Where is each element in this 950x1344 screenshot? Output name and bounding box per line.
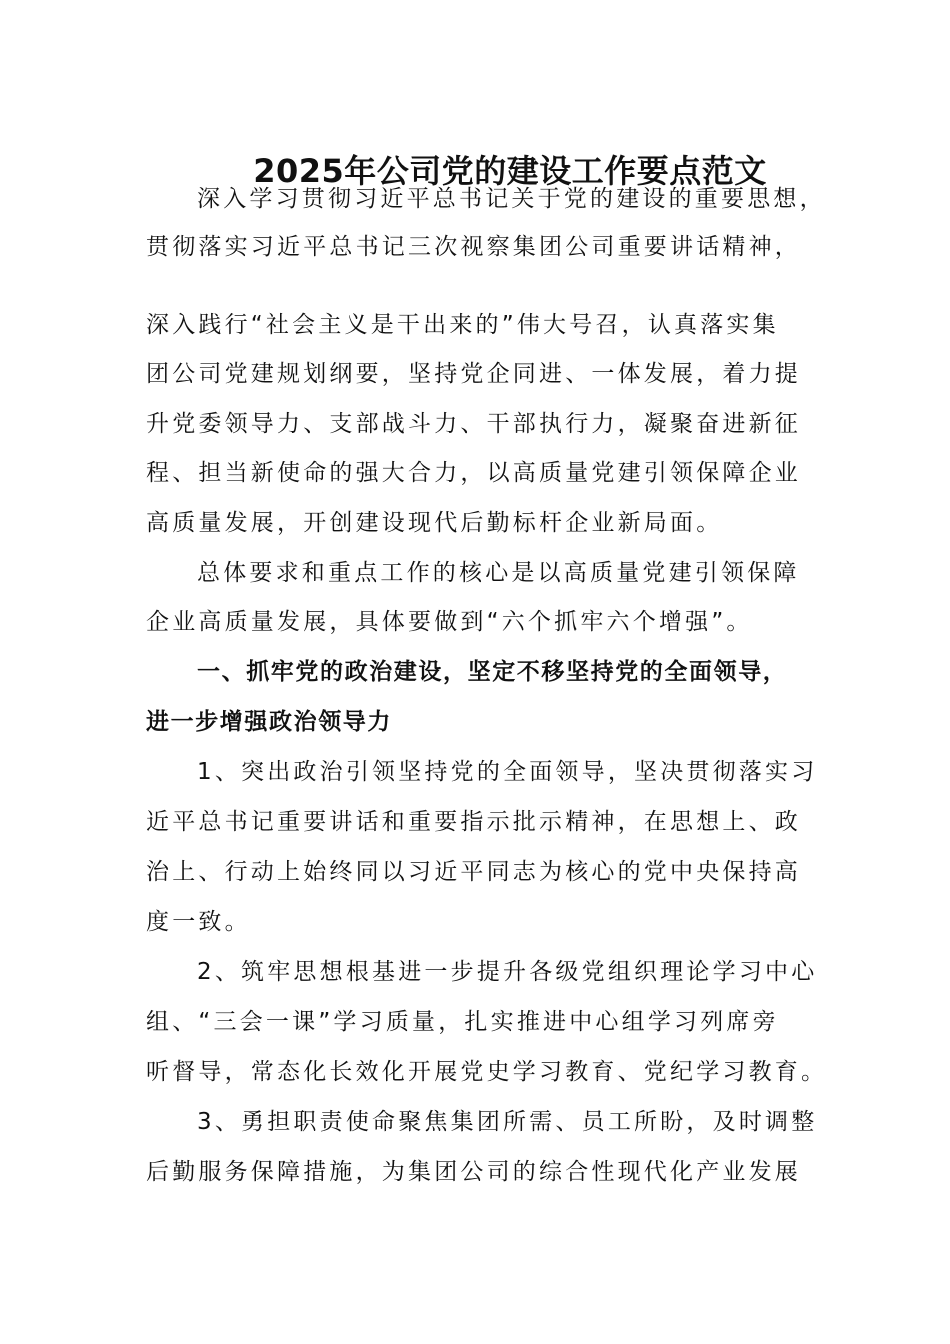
para2-line-1: 总体要求和重点工作的核心是以高质量党建引领保障 bbox=[197, 560, 800, 586]
para1-line-2: 贯彻落实习近平总书记三次视察集团公司重要讲话精神， bbox=[146, 234, 801, 260]
para2-line-2: 企业高质量发展，具体要做到“六个抓牢六个增强”。 bbox=[146, 609, 753, 635]
heading1-line-1: 一、抓牢党的政治建设，坚定不移坚持党的全面领导， bbox=[197, 659, 788, 685]
para1-line-3: 深入践行“社会主义是干出来的”伟大号召，认真落实集 bbox=[146, 312, 779, 338]
document-title: 2025年公司党的建设工作要点范文 bbox=[253, 152, 767, 190]
item1-line-2: 近平总书记重要讲话和重要指示批示精神，在思想上、政 bbox=[146, 809, 801, 835]
para1-line-5: 升党委领导力、支部战斗力、干部执行力，凝聚奋进新征 bbox=[146, 411, 801, 437]
item1-line-1: 1、突出政治引领坚持党的全面领导，坚决贯彻落实习 bbox=[197, 759, 818, 785]
para1-line-4: 团公司党建规划纲要，坚持党企同进、一体发展，着力提 bbox=[146, 361, 801, 387]
item3-line-2: 后勤服务保障措施，为集团公司的综合性现代化产业发展 bbox=[146, 1159, 801, 1185]
item1-line-3: 治上、行动上始终同以习近平同志为核心的党中央保持高 bbox=[146, 859, 801, 885]
item2-line-1: 2、筑牢思想根基进一步提升各级党组织理论学习中心 bbox=[197, 959, 818, 985]
item1-line-4: 度一致。 bbox=[146, 909, 251, 935]
item3-line-1: 3、勇担职责使命聚焦集团所需、员工所盼，及时调整 bbox=[197, 1109, 818, 1135]
heading1-line-2: 进一步增强政治领导力 bbox=[146, 709, 392, 735]
para1-line-7: 高质量发展，开创建设现代后勤标杆企业新局面。 bbox=[146, 510, 723, 536]
para1-line-6: 程、担当新使命的强大合力，以高质量党建引领保障企业 bbox=[146, 460, 801, 486]
item2-line-3: 听督导，常态化长效化开展党史学习教育、党纪学习教育。 bbox=[146, 1059, 828, 1085]
item2-line-2: 组、“三会一课”学习质量，扎实推进中心组学习列席旁 bbox=[146, 1009, 779, 1035]
para1-line-1: 深入学习贯彻习近平总书记关于党的建设的重要思想， bbox=[197, 186, 826, 212]
